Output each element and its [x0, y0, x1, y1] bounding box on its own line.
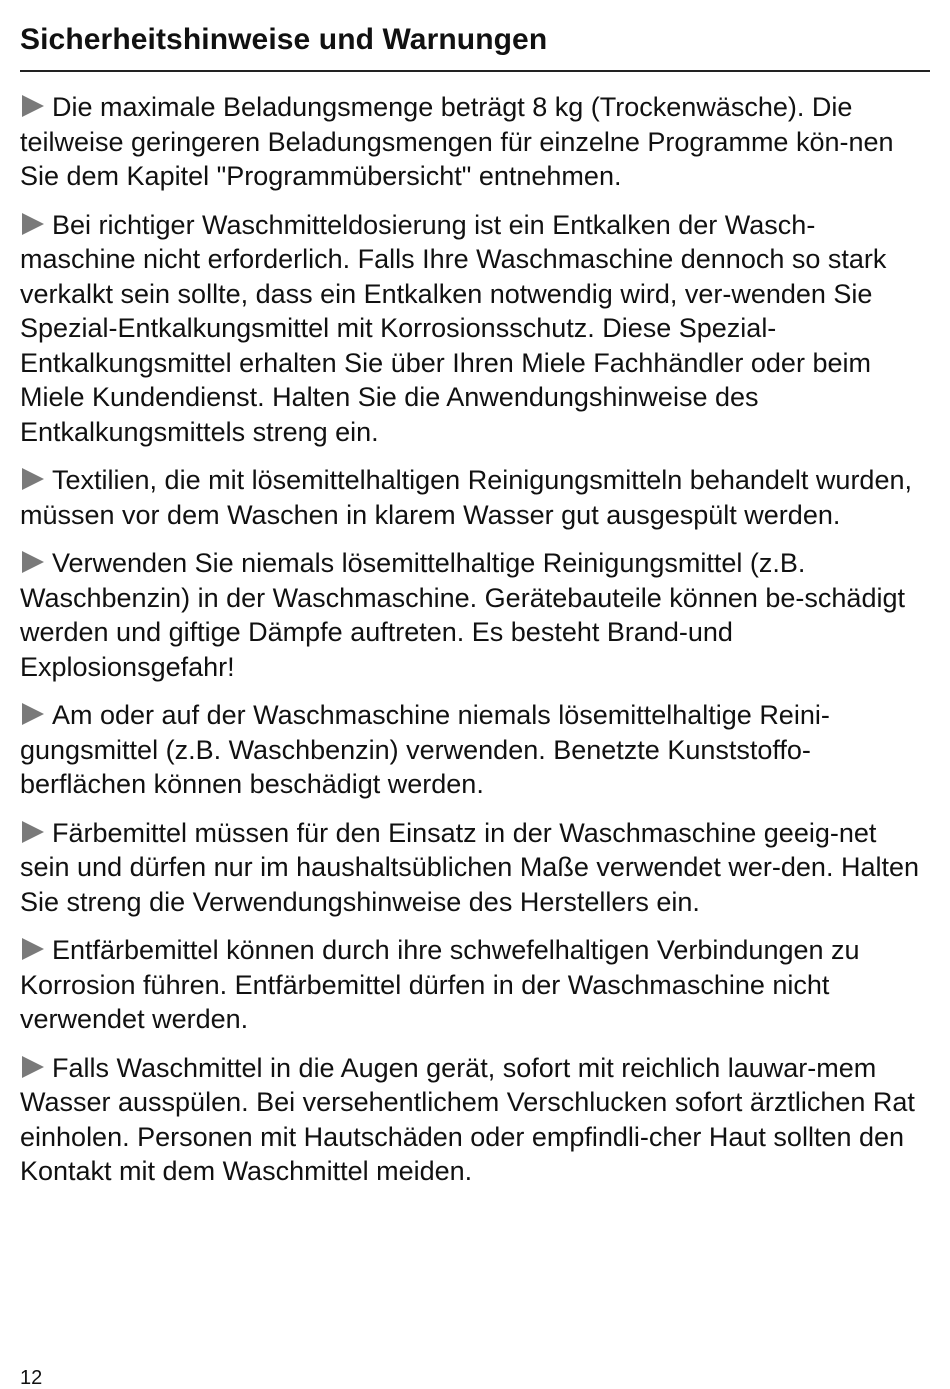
right-triangle-icon [20, 550, 46, 574]
warning-item-text: Die maximale Beladungsmenge beträgt 8 kg (Trockenwäsche). Die teilweise geringeren Beladungsmengen für einzelne Programme kön-nen Sie dem Kapitel "Programmübersicht" entnehmen. [20, 92, 894, 191]
warning-item-text: Falls Waschmittel in die Augen gerät, sofort mit reichlich lauwar-mem Wasser ausspülen. Bei versehentlichem Verschlucken sofort ärztlichen Rat einholen. Personen mit Hautschäden oder empfindli-cher Haut sollten den Kontakt mit dem Waschmittel meiden. [20, 1052, 915, 1186]
warning-item-text: Bei richtiger Waschmitteldosierung ist ein Entkalken der Wasch-maschine nicht erforderlich. Falls Ihre Waschmaschine dennoch so stark verkalkt sein sollte, dass ein Entkalken notwendig wird, ver-wenden Sie Spezial-Entkalkungsmittel mit Korrosionsschutz. Diese Spezial-Entkalkungsmittel erhalten Sie über Ihren Miele Fachhändler oder beim Miele Kundendienst. Halten Sie die Anwendungshinweise des Entkalkungsmittels streng ein. [20, 209, 887, 447]
warning-item-text: Textilien, die mit lösemittelhaltigen Reinigungsmitteln behandelt wurden, müssen vor dem Waschen in klarem Wasser gut ausgespült werden. [20, 465, 912, 530]
warning-item [20, 546, 930, 684]
warning-item [20, 208, 930, 450]
right-triangle-icon [20, 820, 46, 844]
right-triangle-icon [20, 937, 46, 961]
right-triangle-icon [20, 94, 46, 118]
warning-item-text: Am oder auf der Waschmaschine niemals lösemittelhaltige Reini-gungsmittel (z.B. Waschbenzin) verwenden. Benetzte Kunststoffo-berflächen können beschädigt werden. [20, 700, 830, 799]
right-triangle-icon [20, 1055, 46, 1079]
right-triangle-icon [20, 212, 46, 236]
warning-item [20, 933, 930, 1037]
right-triangle-icon [20, 467, 46, 491]
page-title: Sicherheitshinweise und Warnungen [20, 23, 548, 56]
warning-item-text: Färbemittel müssen für den Einsatz in der Waschmaschine geeig-net sein und dürfen nur im haushaltsüblichen Maße verwendet wer-den. Halten Sie streng die Verwendungshinweise des Herstellers ein. [20, 817, 920, 917]
warning-item-text: Verwenden Sie niemals lösemittelhaltige Reinigungsmittel (z.B. Waschbenzin) in der Waschmaschine. Gerätebauteile können be-schädigt werden und giftige Dämpfe auftreten. Es besteht Brand-und Explosionsgefahr! [20, 548, 905, 682]
warning-item [20, 698, 930, 802]
warning-item [20, 1051, 930, 1189]
warning-item [20, 816, 930, 920]
title-divider [20, 70, 930, 72]
warning-item-text: Entfärbemittel können durch ihre schwefelhaltigen Verbindungen zu Korrosion führen. Entfärbemittel dürfen in der Waschmaschine nicht verwendet werden. [20, 935, 860, 1034]
safety-warning-list [20, 90, 930, 1189]
page-number: 12 [20, 1367, 43, 1389]
document-page [20, 20, 930, 1203]
right-triangle-icon [20, 702, 46, 726]
warning-item [20, 90, 930, 194]
warning-item [20, 463, 930, 532]
